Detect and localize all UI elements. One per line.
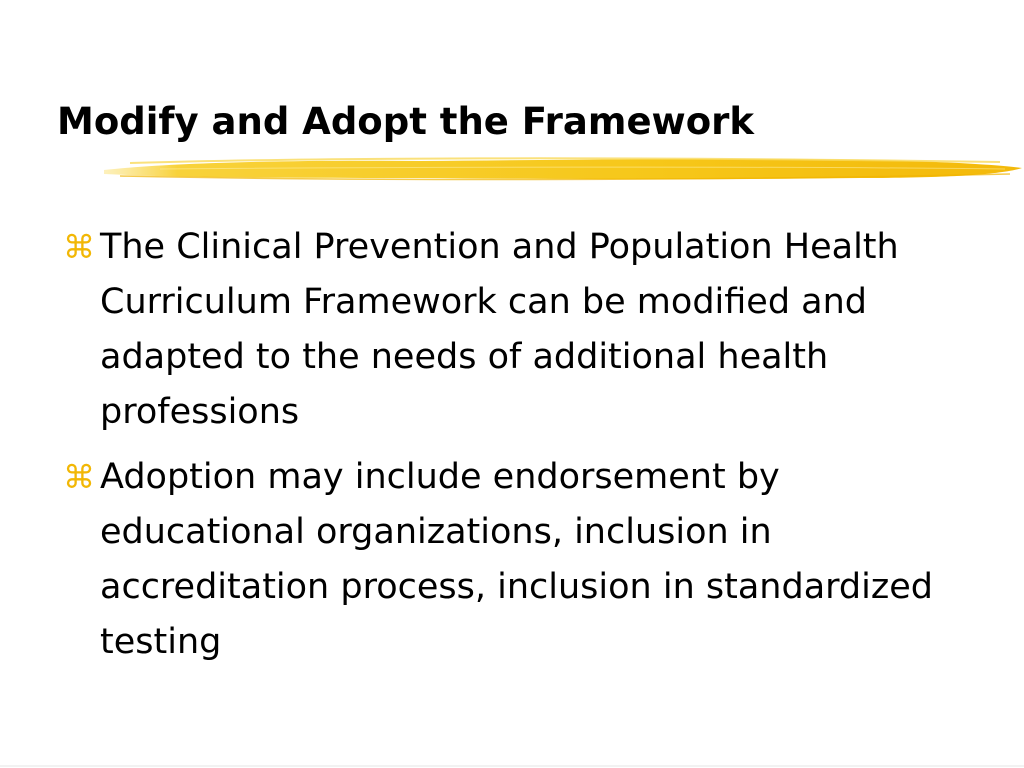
command-key-icon: ⌘ — [63, 458, 95, 496]
bullet-text: The Clinical Prevention and Population Health Curriculum Framework can be modified and adapted to the needs of additional health professions — [100, 227, 899, 432]
highlighter-underline — [100, 148, 1024, 188]
bullet-item — [63, 450, 963, 670]
slide-title: Modify and Adopt the Framework — [57, 100, 755, 143]
bullet-list — [63, 220, 963, 680]
bottom-divider — [0, 765, 1024, 767]
bullet-text: Adoption may include endorsement by educational organizations, inclusion in accreditation process, inclusion in standardized testing — [100, 457, 933, 662]
command-key-icon: ⌘ — [63, 228, 95, 266]
bullet-item — [63, 220, 963, 440]
